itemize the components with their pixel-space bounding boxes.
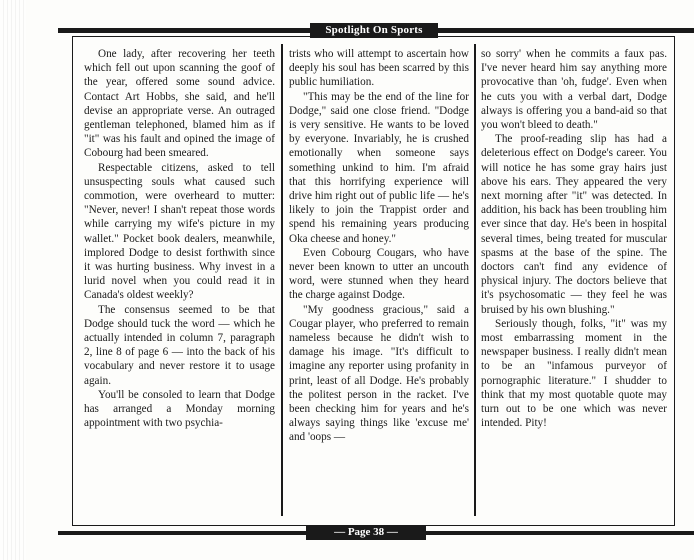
paragraph: You'll be consoled to learn that Dodge has arranged a Monday morning appointment with two psychia-: [84, 388, 275, 430]
paragraph: Respectable citizens, asked to tell unsuspecting souls what caused such commotion, were overheard to mutter: "Never, never! I shan't repeat those words while carrying my wife's picture in my wallet." Pocket book dealers, meanwhile, implored Dodge to desist forthwith since it was hurting business. Why invest in a lurid novel when you could read it in Canada's oldest weekly?: [84, 161, 275, 302]
paragraph: Seriously though, folks, "it" was my most embarrassing moment in the newspaper business. I really didn't mean to be an "infamous purveyor of pornographic literature." I shudder to think that my most quotable quote may turn out to be one which was never intended. Pity!: [481, 317, 667, 430]
paragraph: One lady, after recovering her teeth which fell out upon scanning the goof of the year, offered some sound advice. Contact Art Hobbs, she said, and he'll devise an appropriate verse. An outraged gentleman telephoned, blamed him as if "it" was his fault and opined the image of Cobourg had been smeared.: [84, 48, 275, 160]
paragraph: The consensus seemed to be that Dodge should tuck the word — which he actually intended in column 7, paragraph 2, line 8 of page 6 — into the back of his vocabulary and never restore it to usage again.: [84, 303, 275, 387]
paragraph: "This may be the end of the line for Dodge," said one close friend. "Dodge is very sensitive. He wants to be loved by everyone. Invariably, he is crushed emotionally when someone says something unkind to him. I'm afraid that this horrifying experience will drive him right out of public life — he's likely to join the Trappist order and spend his remaining years producing Oka cheese and honey.": [289, 90, 469, 245]
section-title: Spotlight On Sports: [310, 23, 438, 38]
paragraph: The proof-reading slip has had a deleterious effect on Dodge's career. You will notice he has some gray hairs just above his ears. They appeared the very next morning after "it" was detected. In addition, his back has been troubling him ever since that day. He's been in hospital several times, being treated for muscular spasms at the base of the spine. The doctors can't find any evidence of physical injury. The doctors believe that it's psychosomatic — they feel he was bruised by his own blushing.": [481, 133, 667, 316]
scan-edge-artifact: [0, 0, 26, 560]
paragraph: so sorry' when he commits a faux pas. I've never heard him say anything more provocative than 'oh, fudge'. Even when he cuts you with a verbal dart, Dodge always is offering you a band-aid so that you won't bleed to death.": [481, 48, 667, 132]
article-column-2: [289, 47, 469, 445]
paragraph: "My goodness gracious," said a Cougar player, who preferred to remain nameless because he didn't wish to damage his image. "It's difficult to imagine any reporter using profanity in print, least of all Dodge. He's probably the politest person in the racket. I've been checking him for years and he's always saying things like 'excuse me' and 'oops —: [289, 303, 469, 444]
paragraph: Even Cobourg Cougars, who have never been known to utter an uncouth word, were stunned when they heard the charge against Dodge.: [289, 246, 469, 302]
paragraph: trists who will attempt to ascertain how deeply his soul has been scarred by this public humiliation.: [289, 48, 469, 89]
article-column-3: [481, 47, 667, 430]
page-number: — Page 38 —: [306, 525, 426, 540]
article-column-1: [84, 47, 275, 430]
column-divider: [281, 44, 283, 516]
column-divider: [474, 44, 476, 516]
